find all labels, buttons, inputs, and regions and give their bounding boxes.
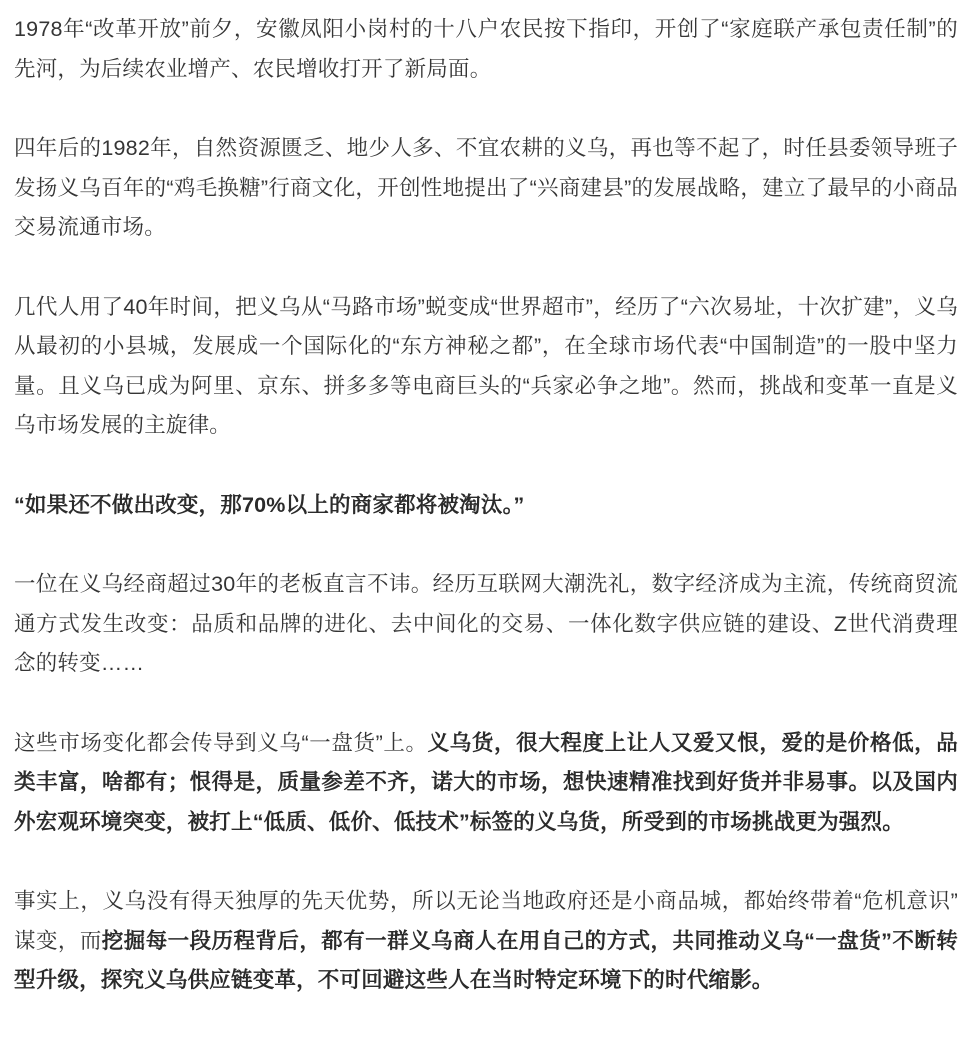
text-segment: 四年后的1982年，自然资源匮乏、地少人多、不宜农耕的义乌，再也等不起了，时任县委领导班子发扬义乌百年的“鸡毛换糖”行商文化，开创性地提出了“兴商建县”的发展战略，建立了最早的小商品交易流通市场。 bbox=[14, 136, 958, 239]
text-segment: 几代人用了40年时间，把义乌从“马路市场”蜕变成“世界超市”，经历了“六次易址，十次扩建”，义乌从最初的小县城，发展成一个国际化的“东方神秘之都”，在全球市场代表“中国制造”的一股中坚力量。且义乌已成为阿里、京东、拼多多等电商巨头的“兵家必争之地”。然而，挑战和变革一直是义乌市场发展的主旋律。 bbox=[14, 294, 958, 437]
text-segment: 一位在义乌经商超过30年的老板直言不讳。经历互联网大潮洗礼，数字经济成为主流，传统商贸流通方式发生改变：品质和品牌的进化、去中间化的交易、一体化数字供应链的建设、Z世代消费理念的转变…… bbox=[14, 572, 958, 675]
paragraph bbox=[14, 486, 958, 526]
bold-text-segment: 挖掘每一段历程背后，都有一群义乌商人在用自己的方式，共同推动义乌“一盘货”不断转型升级，探究义乌供应链变革，不可回避这些人在当时特定环境下的时代缩影。 bbox=[14, 928, 958, 992]
bold-text-segment: 义乌货，很大程度上让人又爱又恨，爱的是价格低，品类丰富，啥都有；恨得是，质量参差不齐，诺大的市场，想快速精准找到好货并非易事。以及国内外宏观环境突变，被打上“低质、低价、低技术”标签的义乌货，所受到的市场挑战更为强烈。 bbox=[14, 730, 958, 834]
bold-text-segment: “如果还不做出改变，那70%以上的商家都将被淘汰。” bbox=[14, 492, 525, 517]
paragraph bbox=[14, 724, 958, 843]
paragraph bbox=[14, 565, 958, 684]
text-segment: 1978年“改革开放”前夕，安徽凤阳小岗村的十八户农民按下指印，开创了“家庭联产承包责任制”的先河，为后续农业增产、农民增收打开了新局面。 bbox=[14, 17, 958, 81]
text-segment: 这些市场变化都会传导到义乌“一盘货”上。 bbox=[14, 730, 428, 755]
paragraph bbox=[14, 129, 958, 248]
text-segment: 事实上，义乌没有得天独厚的先天优势，所以无论当地政府还是小商品城，都始终带着“危机意识”谋变，而 bbox=[14, 889, 958, 953]
paragraph bbox=[14, 288, 958, 446]
paragraph bbox=[14, 10, 958, 89]
paragraph bbox=[14, 882, 958, 1001]
